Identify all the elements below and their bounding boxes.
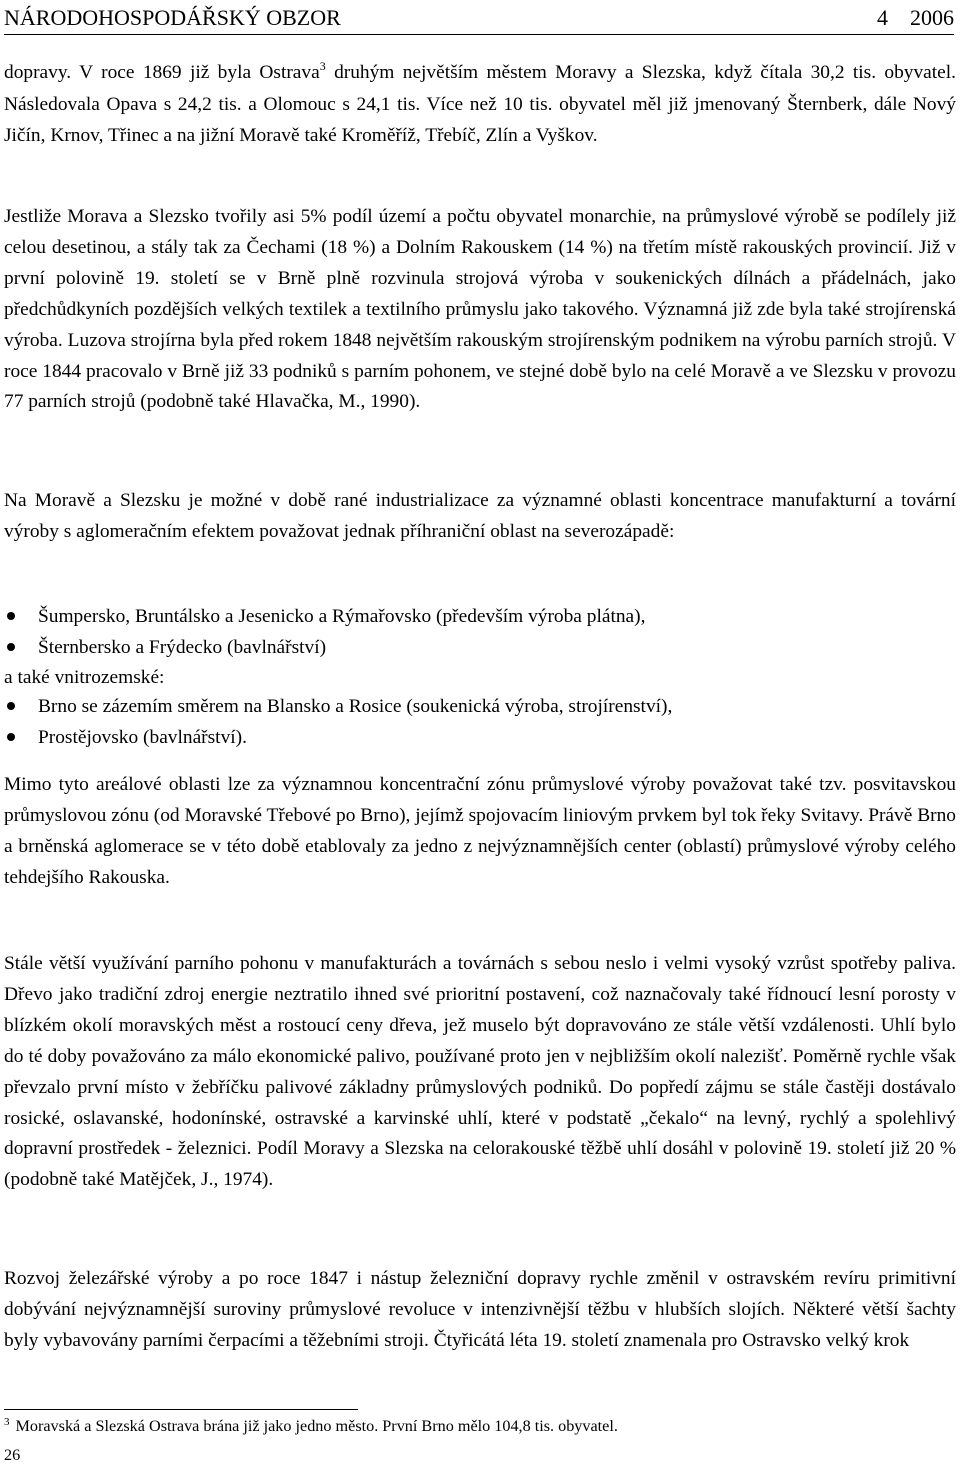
bullet-icon — [7, 702, 15, 710]
paragraph-2: Jestliže Morava a Slezsko tvořily asi 5% podíl území a počtu obyvatel monarchie, na průmyslové výrobě se podílely již celou desetinou, a stály tak za Čechami (18 %) a Dolním Rakouskem (14 %) na třetím místě rakouských provincií. Již v první polovině 19. století se v Brně plně rozvinula strojová výroba v soukenických dílnách a přádelnách, jako předchůdkyních pozdějších velkých textilek a textilního průmyslu jako takového. Významná již zde byla také strojírenská výroba. Luzova strojírna byla před rokem 1848 největším rakouským strojírenským podnikem na výrobu parních strojů. V roce 1844 pracovalo v Brně již 33 podniků s parním pohonem, ve stejné době bylo na celé Moravě a ve Slezsku v provozu 77 parních strojů (podobně také Hlavačka, M., 1990). — [4, 206, 956, 413]
paragraph-5: Stále větší využívání parního pohonu v manufakturách a továrnách s sebou neslo i velmi vysoký vzrůst spotřeby paliva. Dřevo jako tradiční zdroj energie neztratilo ihned své prioritní postavení, což naznačovaly také řídnoucí lesní porosty v blízkém okolí moravských měst a rostoucí ceny dřeva, jež muselo být dopravováno ze stále větší vzdálenosti. Uhlí bylo do té doby považováno za málo ekonomické palivo, používané proto jen v nejbližším okolí nalezišť. Poměrně rychle však převzalo první místo v žebříčku palivové základny průmyslových podniků. Do popředí zájmu se stále častěji dostávalo rosické, oslavanské, hodonínské, ostravské a karvinské uhlí, které v podstatě „čekalo“ na levný, rychlý a spolehlivý dopravní prostředek - železnici. Podíl Moravy a Slezska na celorakouské těžbě uhlí dosáhl v polovině 19. století již 20 % (podobně také Matějček, J., 1974). — [4, 953, 956, 1191]
list-item — [4, 691, 956, 722]
region-list-northwest — [4, 601, 956, 663]
bullet-icon — [7, 612, 15, 620]
bullet-icon — [7, 733, 15, 741]
paragraph-1-text-b: druhým největším městem Moravy a Slezska, když čítala 30,2 tis. obyvatel. Následovala Opava s 24,2 tis. a Olomouc s 24,1 tis. Více než 10 tis. obyvatel měl již jmenovaný Šternberk, dále Nový Jičín, Krnov, Třinec a na jižní Moravě také Kroměříž, Třebíč, Zlín a Vyškov. — [4, 62, 956, 146]
list-item-text: Šumpersko, Bruntálsko a Jesenicko a Rýmařovsko (především výroba plátna), — [38, 606, 646, 627]
paragraph-4: Mimo tyto areálové oblasti lze za významnou koncentrační zónu průmyslové výroby považovat také tzv. posvitavskou průmyslovou zónu (od Moravské Třebové po Brno), jejímž spojovacím liniovým prvkem byl tok řeky Svitavy. Právě Brno a brněnská aglomerace se v této době etablovaly za jedno z nejvýznamnějších center (oblastí) průmyslové výroby celého tehdejšího Rakouska. — [4, 774, 956, 888]
list-item — [4, 722, 956, 753]
list-item — [4, 632, 956, 663]
list-intro: a také vnitrozemské: — [4, 667, 165, 688]
journal-title: NÁRODOHOSPODÁŘSKÝ OBZOR — [4, 5, 341, 30]
issue-year: 2006 — [910, 5, 954, 30]
bullet-icon — [7, 643, 15, 651]
paragraph-1-text-a: dopravy. V roce 1869 již byla Ostrava — [4, 62, 320, 83]
paragraph-3: Na Moravě a Slezsku je možné v době rané industrializace za významné oblasti koncentrace manufakturní a tovární výroby s aglomeračním efektem považovat jednak příhraniční oblast na severozápadě: — [4, 490, 956, 542]
paragraph-1 — [4, 58, 956, 152]
issue-number: 4 — [877, 5, 888, 30]
footnote-text: Moravská a Slezská Ostrava brána již jako jedno město. První Brno mělo 104,8 tis. obyvatel. — [15, 1417, 618, 1435]
paragraph-6: Rozvoj železářské výroby a po roce 1847 i nástup železniční dopravy rychle změnil v ostravském revíru primitivní dobývání nejvýznamnější suroviny průmyslové revoluce v intenzivnější těžbu v hlubších slojích. Některé větší šachty byly vybavovány parními čerpacími a těžebními stroji. Čtyřicátá léta 19. století znamenala pro Ostravsko velký krok — [4, 1268, 956, 1351]
footnote-number: 3 — [4, 1416, 10, 1428]
region-list-inland — [4, 691, 956, 753]
page-number: 26 — [4, 1446, 21, 1464]
running-header — [4, 4, 954, 35]
footnote — [4, 1414, 956, 1440]
issue-label — [877, 4, 954, 32]
footnote-divider — [4, 1409, 358, 1410]
list-item-text: Prostějovsko (bavlnářství). — [38, 727, 247, 748]
footnote-reference: 3 — [319, 59, 326, 73]
list-item-text: Brno se zázemím směrem na Blansko a Rosice (soukenická výroba, strojírenství), — [38, 696, 673, 717]
list-item — [4, 601, 956, 632]
list-item-text: Šternbersko a Frýdecko (bavlnářství) — [38, 637, 327, 658]
